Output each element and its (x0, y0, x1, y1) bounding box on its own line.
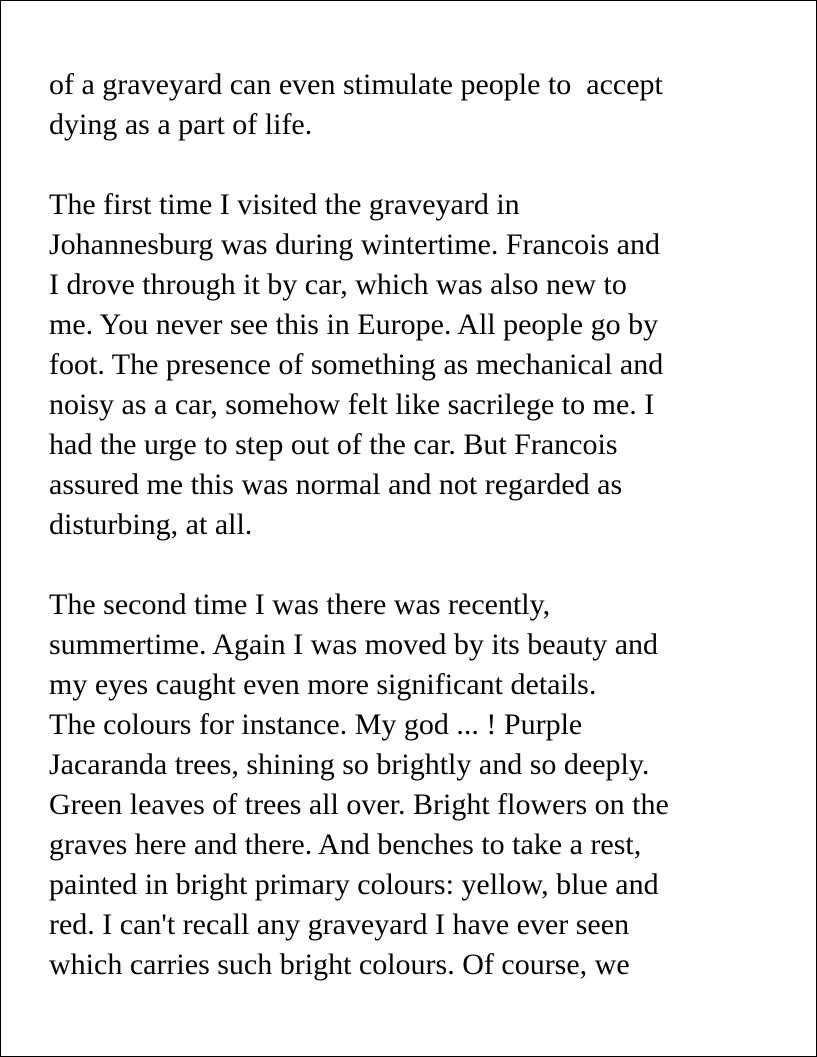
text-line: me. You never see this in Europe. All people go by (49, 308, 659, 341)
text-line: summertime. Again I was moved by its beauty and (49, 628, 659, 661)
text-line: red. I can't recall any graveyard I have ever seen (49, 908, 630, 941)
text-line: assured me this was normal and not regarded as (49, 468, 623, 501)
text-line: Green leaves of trees all over. Bright flowers on the (49, 788, 669, 821)
text-line: Johannesburg was during wintertime. Francois and (49, 228, 661, 261)
text-line: which carries such bright colours. Of course, we (49, 948, 630, 981)
text-line: my eyes caught even more significant details. (49, 668, 597, 701)
text-line: painted in bright primary colours: yellow, blue and (49, 868, 659, 901)
text-line: foot. The presence of something as mechanical and (49, 348, 664, 381)
text-line: graves here and there. And benches to take a rest, (49, 828, 642, 861)
text-line: of a graveyard can even stimulate people to accept (49, 68, 663, 101)
text-line: noisy as a car, somehow felt like sacrilege to me. I (49, 388, 655, 421)
text-line: disturbing, at all. (49, 508, 253, 541)
text-line: The first time I visited the graveyard in (49, 188, 520, 221)
text-line: had the urge to step out of the car. But Francois (49, 428, 618, 461)
text-line: The second time I was there was recently, (49, 588, 551, 621)
text-line: dying as a part of life. (49, 108, 313, 141)
text-line: Jacaranda trees, shining so brightly and so deeply. (49, 748, 650, 781)
text-line: I drove through it by car, which was also new to (49, 268, 627, 301)
text-line: The colours for instance. My god ... ! Purple (49, 708, 583, 741)
